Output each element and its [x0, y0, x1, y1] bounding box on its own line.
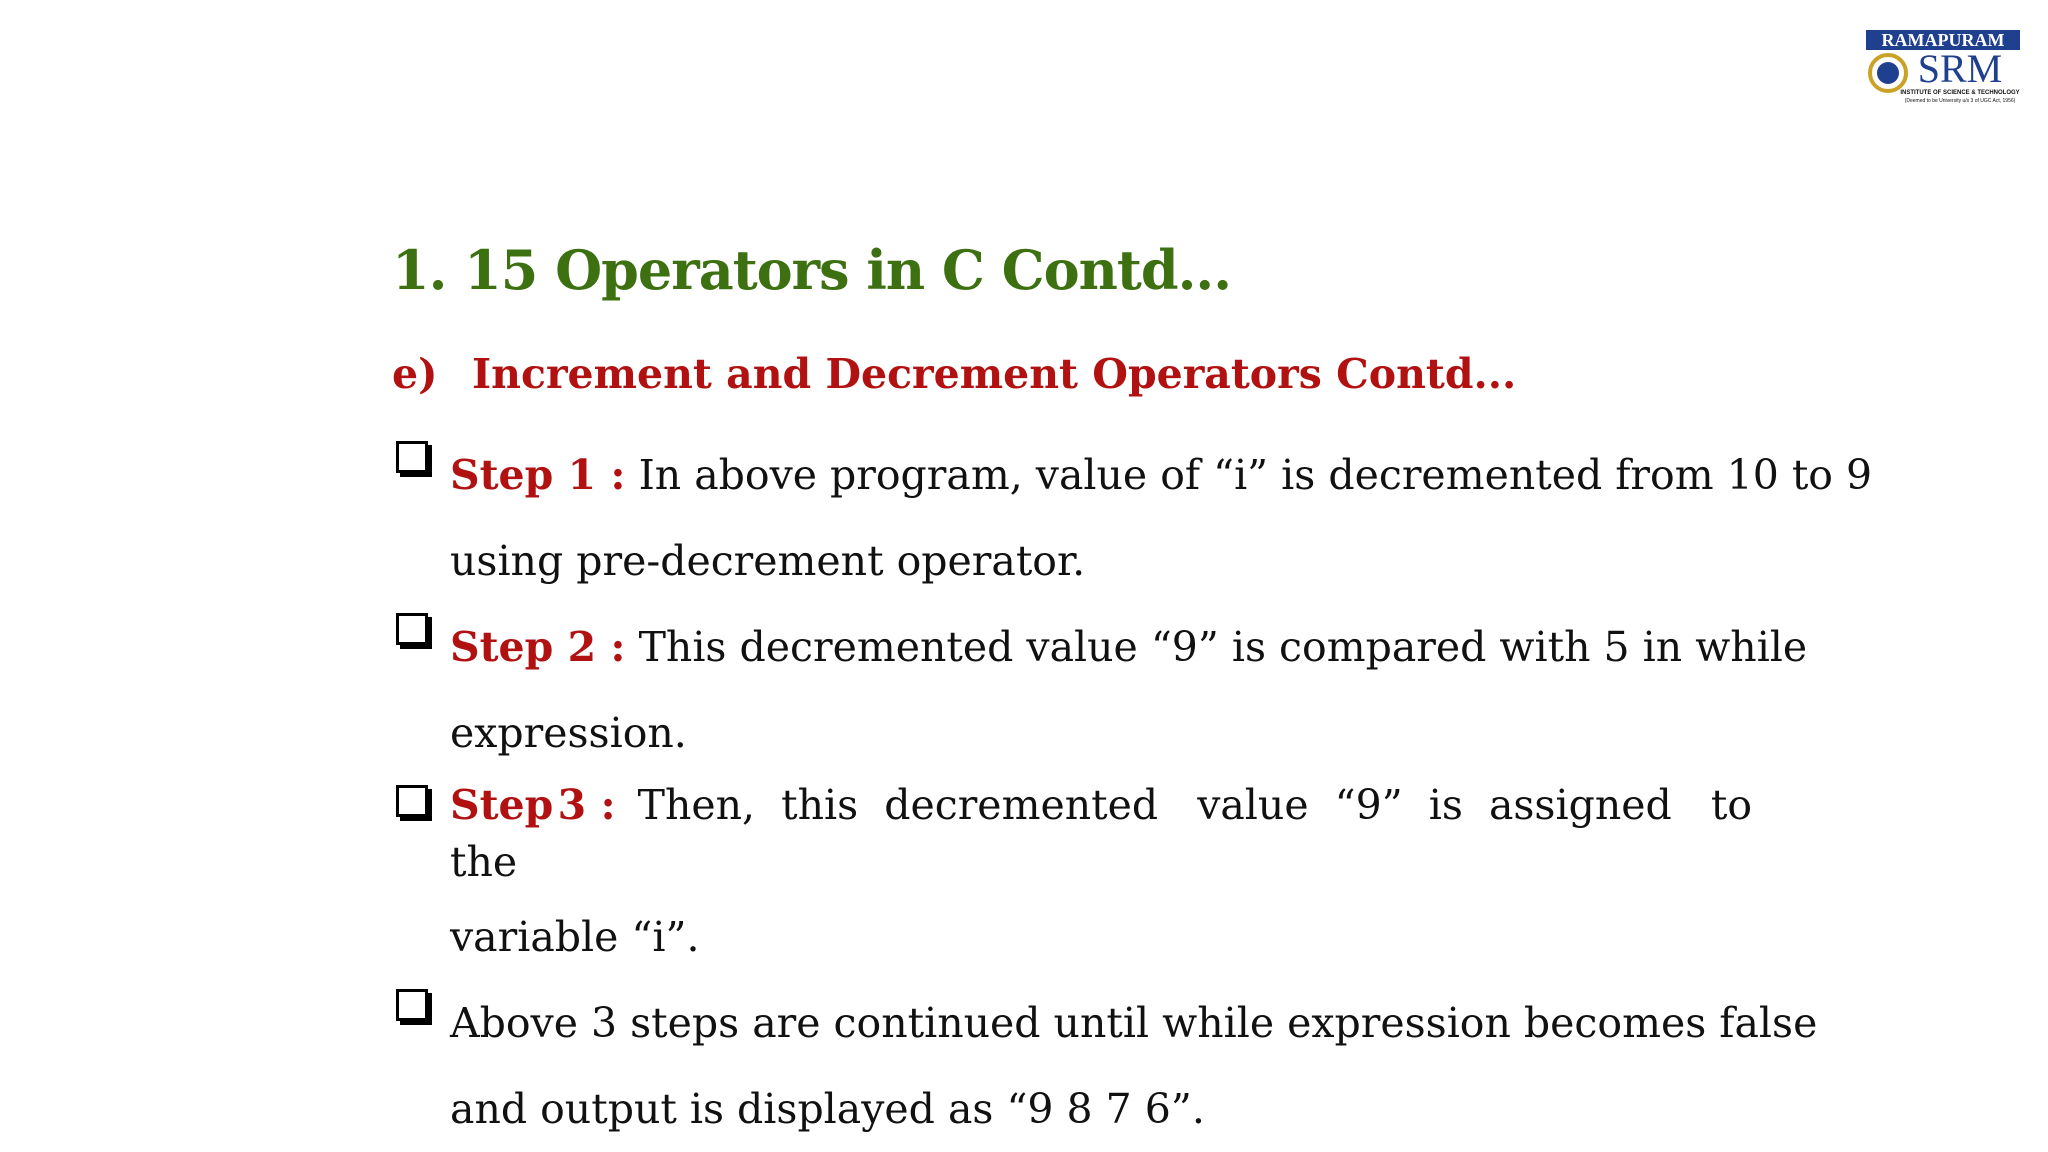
bullet-item-summary: [392, 980, 1818, 1152]
bullet-item-step3: [392, 776, 1752, 980]
bullet-item-step2: [392, 604, 1808, 776]
bullet-line: [450, 432, 1873, 518]
step-label: Step 2 :: [450, 623, 626, 671]
step-label: Step 1 :: [450, 451, 626, 499]
section-marker: e): [392, 350, 438, 398]
checkbox-bullet-icon: [396, 989, 428, 1021]
bullet-text-continued: using pre-decrement operator.: [450, 537, 1086, 585]
logo-top-text: RAMAPURAM: [1881, 30, 2005, 50]
bullet-item-step1: [392, 432, 1873, 604]
bullet-text-continued: the: [450, 838, 518, 886]
bullet-text-continued: expression.: [450, 709, 687, 757]
srm-logo: [1866, 30, 2020, 110]
bullet-text: In above program, value of “i” is decremented from 10 to 9: [638, 451, 1873, 499]
logo-line1: INSTITUTE OF SCIENCE & TECHNOLOGY: [1900, 90, 2020, 96]
step-label-word: Step: [450, 781, 554, 829]
bullet-text: Above 3 steps are continued until while expression becomes false: [450, 999, 1818, 1047]
logo-emblem-core: [1877, 62, 1899, 84]
bullet-line: [450, 604, 1808, 690]
logo-main-text: SRM: [1917, 46, 2003, 91]
bullet-text: This decremented value “9” is compared with 5 in while: [638, 623, 1808, 671]
checkbox-bullet-icon: [396, 785, 428, 817]
checkbox-bullet-icon: [396, 613, 428, 645]
bullet-line: [450, 776, 1752, 834]
section-heading-text: Increment and Decrement Operators Contd...: [472, 350, 1517, 398]
checkbox-bullet-icon: [396, 441, 428, 473]
section-heading: [392, 350, 1516, 398]
bullet-text-continued: and output is displayed as “9 8 7 6”.: [450, 1085, 1205, 1133]
bullet-text: Then, this decremented value “9” is assigned to: [637, 781, 1752, 829]
bullet-list: [392, 432, 1873, 1152]
bullet-text-continued: variable “i”.: [450, 913, 700, 961]
slide-title: 1. 15 Operators in C Contd...: [392, 238, 1232, 302]
step-label-number: 3 :: [557, 781, 616, 829]
logo-line2: (Deemed to be University u/s 3 of UGC Act, 1956): [1904, 98, 2016, 104]
